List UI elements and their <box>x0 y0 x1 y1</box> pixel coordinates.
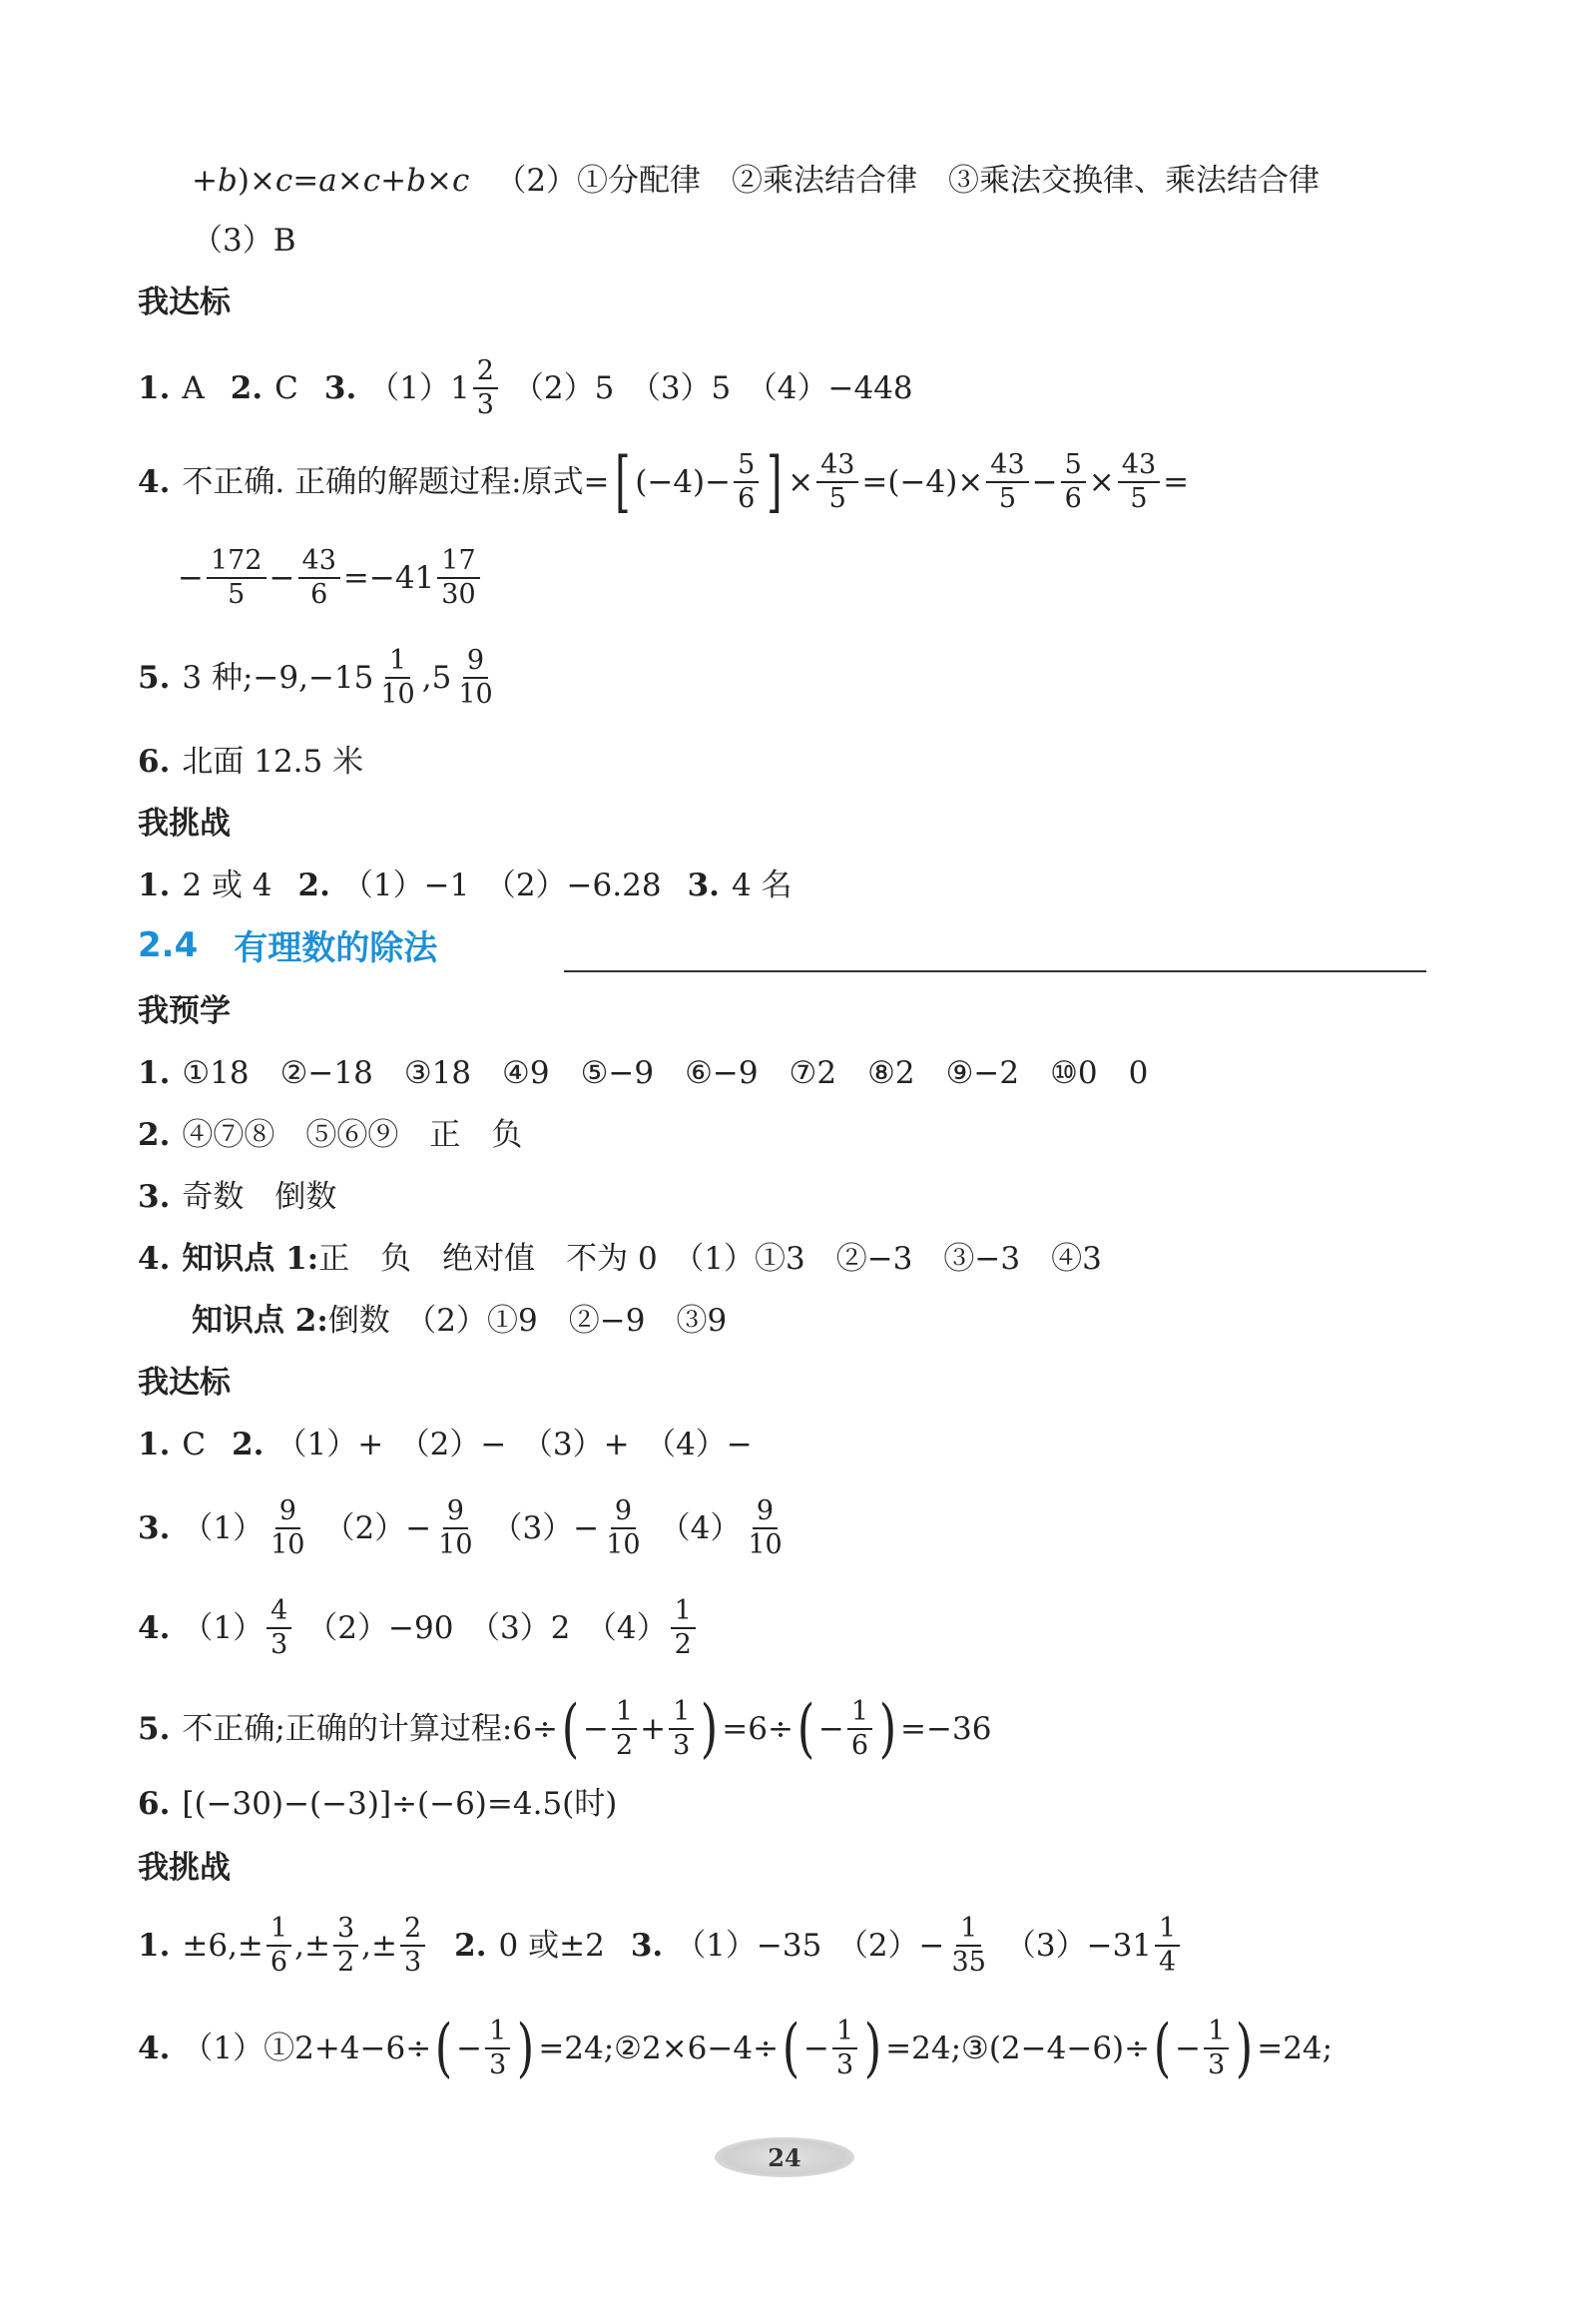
question-row <box>138 1179 337 1215</box>
fraction <box>437 547 479 610</box>
denominator: 6 <box>850 1730 869 1761</box>
fraction <box>485 2015 510 2080</box>
question-number: 2. <box>232 1427 265 1462</box>
denominator: 3 <box>270 1629 288 1661</box>
numerator: 5 <box>1061 451 1086 483</box>
fraction <box>671 1597 696 1660</box>
fraction <box>986 448 1028 514</box>
heading-text: 我达标 <box>138 1365 231 1401</box>
question-number: 2. <box>454 1927 487 1964</box>
answer-text: （2）−90 （3）2 （4） <box>306 1609 668 1646</box>
paren: ( <box>1153 2012 1172 2085</box>
numerator: 43 <box>816 451 858 483</box>
question-row <box>138 1117 523 1153</box>
question-number: 3. <box>323 369 357 406</box>
heading-text: 我预学 <box>138 993 231 1029</box>
numerator: 1 <box>485 2018 510 2049</box>
denominator: 4 <box>1159 1947 1177 1979</box>
numerator: 3 <box>333 1915 358 1947</box>
carry-line-1 <box>192 163 1321 199</box>
text: = <box>292 163 319 199</box>
denominator: 35 <box>951 1947 986 1979</box>
heading-text: 我挑战 <box>138 1850 231 1886</box>
answer-text: − <box>1175 2030 1202 2066</box>
answer-text: =6÷ <box>722 1710 794 1747</box>
fraction <box>266 1915 291 1978</box>
heading-text: 我达标 <box>138 285 231 320</box>
answer-text: 3 种;−9,−15 <box>182 659 374 696</box>
question-row <box>138 1241 1102 1277</box>
question-number: 2. <box>230 369 264 406</box>
question-number: 1. <box>138 1427 171 1462</box>
answer-text: =24; <box>1257 2030 1333 2066</box>
numerator: 1 <box>266 1915 291 1947</box>
fraction <box>473 357 498 420</box>
paren: ( <box>782 2012 800 2085</box>
numerator: 172 <box>207 547 266 579</box>
text: a <box>318 163 337 199</box>
answer-text: （2）5 （3）5 （4）−448 <box>512 369 913 406</box>
numerator: 9 <box>275 1497 300 1529</box>
section-heading <box>138 285 231 320</box>
denominator: 6 <box>1064 483 1082 514</box>
question-number: 4. <box>138 2030 171 2066</box>
answer-text: 倒数 （2）①9 ②−9 ③9 <box>327 1303 728 1339</box>
question-number: 6. <box>138 744 171 780</box>
denominator: 10 <box>270 1529 305 1561</box>
answer-text: ①18 ②−18 ③18 ④9 ⑤−9 ⑥−9 ⑦2 ⑧2 ⑨−2 ⑩0 0 <box>182 1055 1149 1091</box>
answer-text: （2）− <box>323 1509 432 1546</box>
question-row <box>138 744 364 780</box>
answer-text: 不正确. 正确的解题过程:原式= <box>182 463 610 500</box>
numerator: 1 <box>1155 1915 1180 1947</box>
heading-text: 我挑战 <box>138 806 231 842</box>
answer-text: ,± <box>294 1927 330 1964</box>
denominator: 10 <box>606 1529 641 1561</box>
numerator: 5 <box>734 451 759 483</box>
answer-text: （1） <box>182 1609 265 1646</box>
denominator: 3 <box>476 389 494 421</box>
answer-text: ,± <box>361 1927 397 1964</box>
denominator: 3 <box>1208 2049 1226 2080</box>
answer-text: ④⑦⑧ ⑤⑥⑨ 正 负 <box>182 1117 523 1153</box>
numerator: 17 <box>437 547 479 579</box>
section-title <box>138 920 437 969</box>
question-number: 5. <box>138 659 171 696</box>
answer-text: 0 或±2 <box>498 1927 605 1964</box>
paren: ( <box>434 2012 453 2085</box>
text: c <box>451 163 470 199</box>
answer-text: C <box>274 369 298 406</box>
answer-text: =(−4)× <box>861 463 984 500</box>
question-number: 4. <box>138 1241 171 1277</box>
page-number-badge <box>715 2137 854 2177</box>
answer-text: （3）− <box>491 1509 600 1546</box>
question-row-continued <box>192 1303 728 1339</box>
denominator: 10 <box>380 679 415 711</box>
text: + <box>192 163 218 199</box>
answer-text: （1）−35 （2）− <box>675 1927 945 1964</box>
fraction <box>400 1915 425 1978</box>
fraction <box>434 1497 476 1560</box>
fraction <box>1061 448 1086 514</box>
denominator: 5 <box>998 483 1017 514</box>
fraction <box>734 448 759 514</box>
question-number: 1. <box>138 1927 171 1964</box>
denominator: 6 <box>738 483 756 514</box>
question-number: 3. <box>687 868 720 903</box>
question-row <box>138 868 793 903</box>
question-number: 2. <box>138 1117 171 1153</box>
question-number: 5. <box>138 1710 171 1747</box>
answer-text: × <box>1088 463 1115 500</box>
question-row <box>138 1786 618 1822</box>
numerator: 43 <box>298 547 340 579</box>
fraction <box>948 1915 990 1978</box>
fraction <box>612 1695 637 1761</box>
section-number: 2.4 <box>138 924 199 965</box>
section-divider <box>564 970 1426 972</box>
question-row-continued <box>178 547 483 610</box>
numerator: 2 <box>400 1915 425 1947</box>
numerator: 1 <box>669 1698 694 1730</box>
denominator: 5 <box>228 579 246 611</box>
answer-text: （4） <box>659 1509 742 1546</box>
knowledge-label: 知识点 1: <box>182 1241 319 1277</box>
fraction <box>816 448 858 514</box>
denominator: 6 <box>310 579 328 611</box>
numerator: 1 <box>832 2018 857 2049</box>
text: b <box>217 163 238 199</box>
question-number: 3. <box>138 1509 171 1546</box>
answer-text: 2 或 4 <box>182 868 272 903</box>
answer-text: − <box>456 2030 483 2066</box>
paren: ( <box>796 1692 815 1766</box>
denominator: 10 <box>458 679 493 711</box>
answer-text: = <box>1163 463 1190 500</box>
question-number: 1. <box>138 369 171 406</box>
answer-text: （3）B <box>192 223 296 259</box>
numerator: 2 <box>473 357 498 389</box>
denominator: 3 <box>673 1730 691 1761</box>
fraction <box>1155 1915 1180 1978</box>
fraction <box>266 1597 291 1660</box>
fraction <box>376 647 418 710</box>
knowledge-label: 知识点 2: <box>192 1303 328 1339</box>
fraction <box>669 1695 694 1761</box>
denominator: 10 <box>438 1529 473 1561</box>
denominator: 30 <box>441 579 476 611</box>
text: + <box>380 163 407 199</box>
paren: ) <box>517 2012 535 2085</box>
question-number: 3. <box>630 1927 664 1964</box>
denominator: 10 <box>748 1529 783 1561</box>
answer-text: 4 名 <box>731 868 793 903</box>
answer-text: − <box>803 2030 830 2066</box>
denominator: 3 <box>836 2049 854 2080</box>
text: c <box>274 163 293 199</box>
question-number: 1. <box>138 868 171 903</box>
question-number: 3. <box>138 1179 171 1215</box>
numerator: 1 <box>1204 2018 1229 2049</box>
question-number: 6. <box>138 1786 171 1822</box>
answer-text: （1）−1 （2）−6.28 <box>341 868 662 903</box>
question-number: 2. <box>297 868 330 903</box>
question-row <box>138 2012 1333 2085</box>
fraction <box>333 1915 358 1978</box>
numerator: 1 <box>671 1597 696 1629</box>
answer-text: − <box>268 559 295 596</box>
paren: ) <box>878 1692 897 1766</box>
paren: ( <box>561 1692 580 1766</box>
bracket: [ <box>614 443 631 520</box>
paren: ) <box>863 2012 882 2085</box>
answer-text: （2）①分配律 ②乘法结合律 ③乘法交换律、乘法结合律 <box>495 163 1321 199</box>
answer-text: (−4)− <box>635 463 732 500</box>
question-row <box>138 647 500 710</box>
numerator: 1 <box>847 1698 872 1730</box>
section-heading <box>138 1850 231 1886</box>
answer-text: − <box>817 1710 844 1747</box>
paren: ) <box>1236 2012 1254 2085</box>
answer-text: （1）①2+4−6÷ <box>182 2030 432 2066</box>
answer-text: =24;②2×6−4÷ <box>538 2030 780 2066</box>
question-row <box>138 1055 1149 1091</box>
numerator: 9 <box>443 1497 468 1529</box>
answer-text: × <box>788 463 814 500</box>
denominator: 2 <box>615 1730 634 1761</box>
denominator: 3 <box>489 2049 507 2080</box>
text: × <box>425 163 452 199</box>
numerator: 43 <box>1118 451 1160 483</box>
carry-line-2 <box>192 223 296 259</box>
answer-text: 奇数 倒数 <box>182 1179 337 1215</box>
answer-text: （3）−31 <box>1004 1927 1153 1964</box>
numerator: 9 <box>611 1497 636 1529</box>
question-row <box>138 357 913 420</box>
fraction <box>207 547 266 610</box>
question-number: 4. <box>138 463 171 500</box>
fraction <box>832 2015 857 2080</box>
answer-text: − <box>582 1710 609 1747</box>
numerator: 1 <box>956 1915 981 1947</box>
fraction <box>1118 448 1160 514</box>
question-row <box>138 1915 1183 1978</box>
denominator: 2 <box>674 1629 692 1661</box>
numerator: 1 <box>612 1698 637 1730</box>
question-row <box>138 1692 992 1766</box>
fraction <box>454 647 496 710</box>
fraction <box>266 1497 308 1560</box>
text: )× <box>237 163 275 199</box>
answer-text: 不正确;正确的计算过程:6÷ <box>182 1710 558 1747</box>
fraction <box>744 1497 786 1560</box>
denominator: 6 <box>269 1947 288 1979</box>
answer-text: （1）1 <box>368 369 470 406</box>
question-row <box>138 1597 699 1660</box>
fraction <box>847 1695 872 1761</box>
answer-text: （1） <box>182 1509 265 1546</box>
denominator: 3 <box>403 1947 422 1979</box>
question-row <box>138 443 1190 520</box>
answer-text: [(−30)−(−3)]÷(−6)=4.5(时) <box>182 1786 618 1822</box>
numerator: 43 <box>986 451 1028 483</box>
section-heading <box>138 1365 231 1401</box>
paren: ) <box>701 1692 719 1766</box>
text: × <box>336 163 363 199</box>
answer-text: ,5 <box>421 659 452 696</box>
bracket: ] <box>767 443 783 520</box>
section-title-text: 有理数的除法 <box>234 928 438 968</box>
answer-text: A <box>182 369 205 406</box>
answer-text: C <box>182 1427 207 1462</box>
text: b <box>406 163 426 199</box>
page-number: 24 <box>768 2142 801 2172</box>
answer-text: =24;③(2−4−6)÷ <box>885 2030 1151 2066</box>
answer-text: + <box>640 1710 667 1747</box>
section-heading <box>138 993 231 1029</box>
numerator: 9 <box>753 1497 778 1529</box>
numerator: 4 <box>266 1597 291 1629</box>
question-row <box>138 1497 790 1560</box>
answer-text: − <box>178 559 204 596</box>
numerator: 9 <box>463 647 488 679</box>
denominator: 5 <box>1130 483 1148 514</box>
numerator: 1 <box>385 647 410 679</box>
answer-text: 正 负 绝对值 不为 0 （1）①3 ②−3 ③−3 ④3 <box>318 1241 1102 1277</box>
fraction <box>1204 2015 1229 2080</box>
fraction <box>298 547 340 610</box>
question-number: 4. <box>138 1609 171 1646</box>
fraction <box>602 1497 644 1560</box>
answer-text: ±6,± <box>182 1927 264 1964</box>
denominator: 2 <box>336 1947 355 1979</box>
text: c <box>362 163 381 199</box>
answer-text: =−41 <box>342 559 435 596</box>
question-row <box>138 1427 753 1462</box>
answer-text: =−36 <box>900 1710 992 1747</box>
section-heading <box>138 806 231 842</box>
answer-text: 北面 12.5 米 <box>182 744 364 780</box>
answer-text: − <box>1031 463 1058 500</box>
denominator: 5 <box>828 483 846 514</box>
answer-text: （1）+ （2）− （3）+ （4）− <box>275 1427 753 1462</box>
question-number: 1. <box>138 1055 171 1091</box>
